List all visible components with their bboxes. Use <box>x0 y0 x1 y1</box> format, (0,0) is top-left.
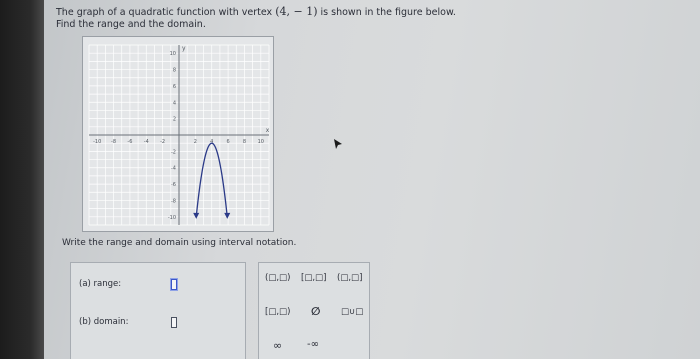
y-tick-label: 2 <box>172 116 176 123</box>
question-text <box>56 6 476 31</box>
negative-infinity-button[interactable]: -∞ <box>307 339 319 350</box>
parabola-graph <box>82 36 274 232</box>
y-tick-label: 10 <box>169 51 176 58</box>
y-tick-label: -10 <box>167 214 176 221</box>
y-axis-label: y <box>182 44 186 52</box>
instruction-text: Write the range and domain using interval notation. <box>62 238 297 248</box>
x-tick-label: 2 <box>193 139 197 145</box>
closed-closed-interval-button[interactable]: [□,□] <box>301 273 327 283</box>
question-line-2: Find the range and the domain. <box>56 19 206 30</box>
vertex-value: (4, − 1) <box>275 5 318 18</box>
left-arrowhead-icon <box>193 213 199 219</box>
x-tick-label: 6 <box>226 139 230 145</box>
graph-canvas <box>83 37 275 233</box>
answer-box <box>70 262 246 359</box>
y-tick-label: 4 <box>172 100 176 107</box>
y-tick-label: 8 <box>172 67 176 74</box>
x-tick-label: -10 <box>93 139 102 145</box>
range-label: (a) range: <box>79 279 122 289</box>
infinity-button[interactable]: ∞ <box>273 339 283 352</box>
y-tick-label: -6 <box>171 182 176 189</box>
math-palette <box>258 262 370 359</box>
x-tick-label: -8 <box>111 139 117 145</box>
question-line-1 <box>56 6 476 19</box>
right-arrowhead-icon <box>224 213 230 219</box>
domain-input[interactable] <box>171 317 177 328</box>
question-prefix: The graph of a quadratic function with vertex <box>56 7 273 18</box>
y-tick-label: -2 <box>171 149 176 156</box>
x-tick-label: 8 <box>242 139 247 145</box>
range-input[interactable] <box>171 279 177 290</box>
empty-set-button[interactable]: ∅ <box>311 305 321 318</box>
open-open-interval-button[interactable]: (□,□) <box>265 273 291 283</box>
mouse-cursor-icon <box>333 138 343 150</box>
closed-open-interval-button[interactable]: [□,□) <box>265 307 291 317</box>
x-tick-label: -6 <box>127 139 133 145</box>
open-closed-interval-button[interactable]: (□,□] <box>337 273 363 283</box>
y-tick-label: -8 <box>171 198 176 205</box>
x-tick-label: 10 <box>257 139 265 145</box>
union-button[interactable]: □∪□ <box>341 307 364 317</box>
left-bezel <box>0 0 44 359</box>
domain-label: (b) domain: <box>79 317 129 327</box>
x-tick-label: 4 <box>210 139 214 145</box>
question-suffix: is shown in the figure below. <box>320 7 456 18</box>
x-tick-label: -2 <box>160 139 166 145</box>
x-axis-label: x <box>265 127 270 134</box>
y-tick-label: -4 <box>171 165 176 172</box>
x-tick-label: -4 <box>143 139 149 145</box>
y-tick-label: 6 <box>172 83 176 90</box>
